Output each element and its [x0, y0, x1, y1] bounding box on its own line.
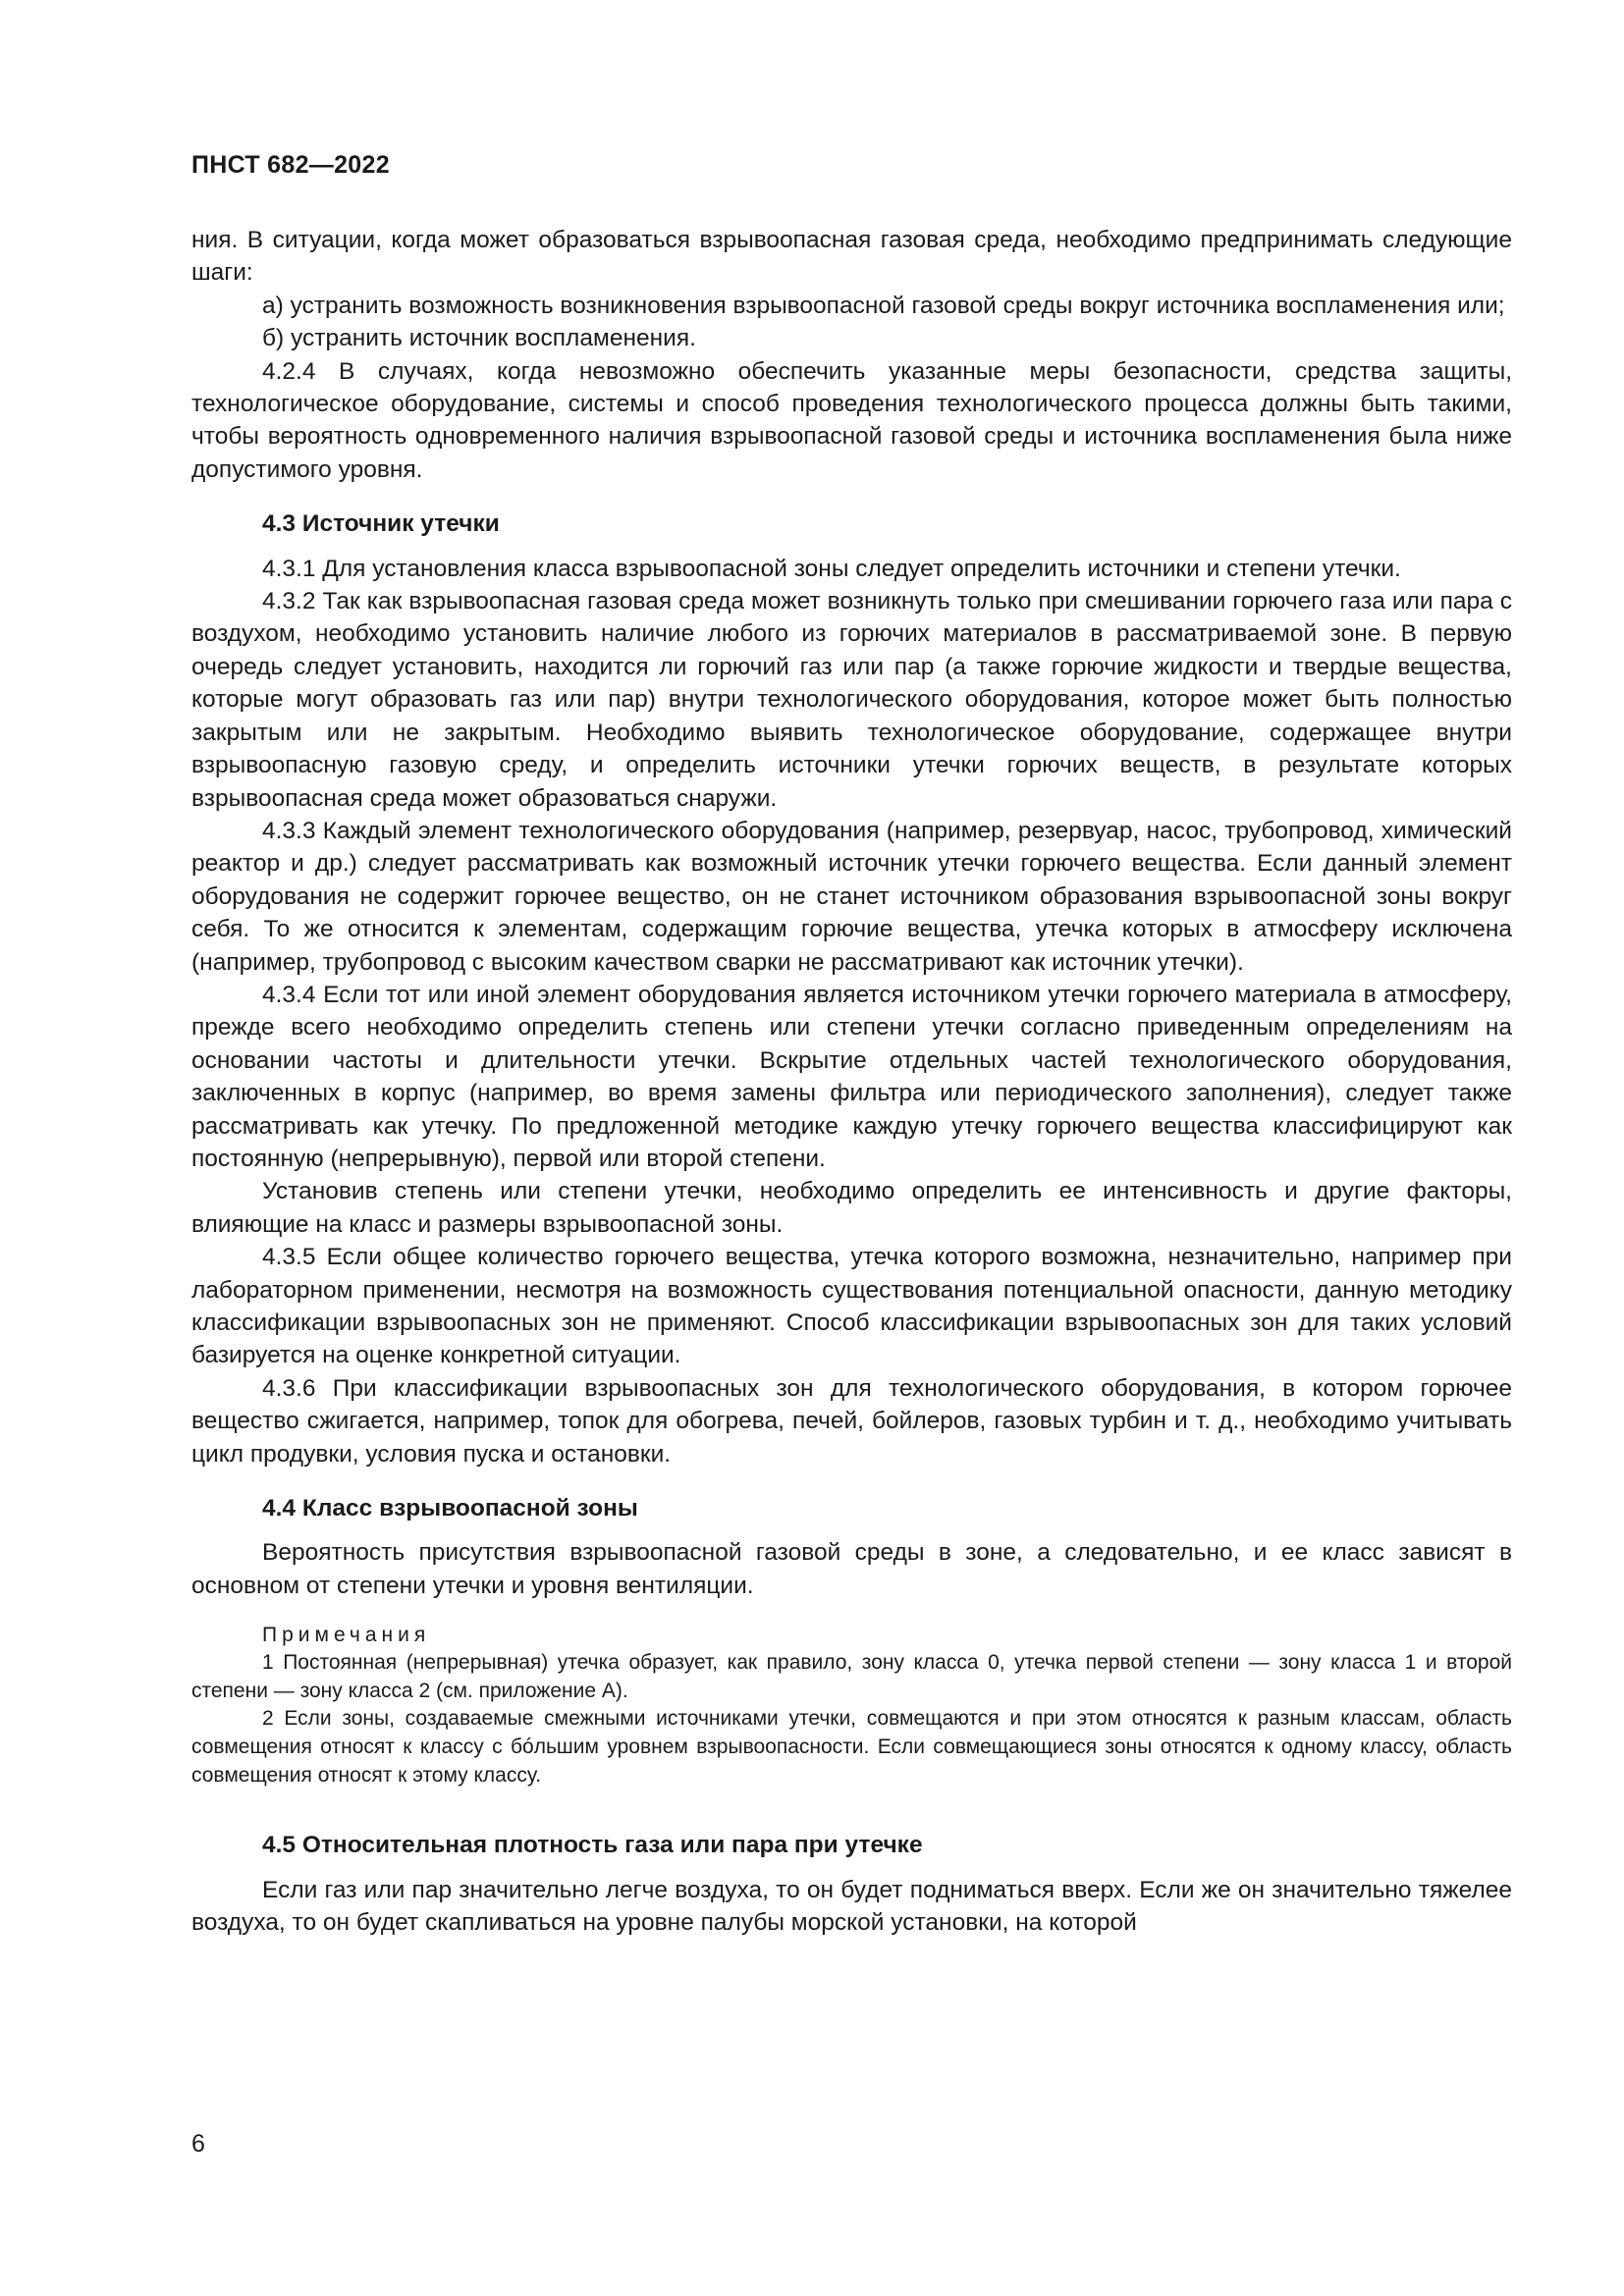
paragraph-4-3-2: 4.3.2 Так как взрывоопасная газовая среда может возникнуть только при смешивании горючего газа или пара с воздухом, необходимо установить наличие любого из горючих материалов в рассматриваемой зоне. В первую очередь следует установить, находится ли горючий газ или пар (а также горючие жидкости и твердые вещества, которые могут образовать газ или пар) внутри технологического оборудования, которое может быть полностью закрытым или не закрытым. Необходимо выявить технологическое оборудование, содержащее внутри взрывоопасную газовую среду, и определить источники утечки горючих веществ, в результате которых взрывоопасная среда может образоваться снаружи.: [191, 588, 1512, 812]
notes-title: Примечания: [262, 1624, 431, 1647]
section-heading-4-4: 4.4 Класс взрывоопасной зоны: [262, 1495, 638, 1522]
page-body: [191, 224, 1512, 1939]
paragraph-4-4: Вероятность присутствия взрывоопасной газовой среды в зоне, а следовательно, и ее класс зависят в основном от степени утечки и уровня вентиляции.: [191, 1539, 1512, 1599]
list-item-b: б) устранить источник воспламенения.: [262, 325, 696, 352]
paragraph-4-3-3: 4.3.3 Каждый элемент технологического оборудования (например, резервуар, насос, трубопровод, химический реактор и др.) следует рассматривать как возможный источник утечки горючего вещества. Если данный элемент оборудования не содержит горючее вещество, он не станет источником образования взрывоопасной зоны вокруг себя. То же относится к элементам, содержащим горючие вещества, утечка которых в атмосферу исключена (например, трубопровод с высоким качеством сварки не рассматривают как источник утечки).: [191, 817, 1512, 976]
paragraph-4-3-4-cont: Установив степень или степени утечки, необходимо определить ее интенсивность и другие факторы, влияющие на класс и размеры взрывоопасной зоны.: [191, 1178, 1512, 1238]
paragraph-4-3-5: 4.3.5 Если общее количество горючего вещества, утечка которого возможна, незначительно, например при лабораторном применении, несмотря на возможность существования потенциальной опасности, данную методику классификации взрывоопасных зон не применяют. Способ классификации взрывоопасных зон для таких условий базируется на оценке конкретной ситуации.: [191, 1244, 1512, 1369]
document-code: ПНСТ 682—2022: [191, 151, 390, 179]
page-number: 6: [191, 2130, 205, 2158]
section-heading-4-5: 4.5 Относительная плотность газа или пара при утечке: [262, 1832, 923, 1859]
paragraph-4-2-4: 4.2.4 В случаях, когда невозможно обеспечить указанные меры безопасности, средства защиты, технологическое оборудование, системы и способ проведения технологического процесса должны быть такими, чтобы вероятность одновременного наличия взрывоопасной газовой среды и источника воспламенения была ниже допустимого уровня.: [191, 357, 1512, 483]
note-1: 1 Постоянная (непрерывная) утечка образует, как правило, зону класса 0, утечка первой степени — зону класса 1 и второй степени — зону класса 2 (см. приложение А).: [191, 1651, 1512, 1702]
paragraph-4-3-6: 4.3.6 При классификации взрывоопасных зон для технологического оборудования, в котором горючее вещество сжигается, например, топок для обогрева, печей, бойлеров, газовых турбин и т. д., необходимо учитывать цикл продувки, условия пуска и остановки.: [191, 1374, 1512, 1468]
paragraph-4-3-4: 4.3.4 Если тот или иной элемент оборудования является источником утечки горючего материала в атмосферу, прежде всего необходимо определить степень или степени утечки согласно приведенным определениям на основании частоты и длительности утечки. Вскрытие отдельных частей технологического оборудования, заключенных в корпус (например, во время замены фильтра или периодического заполнения), следует также рассматривать как утечку. По предложенной методике каждую утечку горючего вещества классифицируют как постоянную (непрерывную), первой или второй степени.: [191, 981, 1512, 1172]
list-item-a: а) устранить возможность возникновения взрывоопасной газовой среды вокруг источника воспламенения или;: [262, 292, 1505, 319]
paragraph-4-5: Если газ или пар значительно легче воздуха, то он будет подниматься вверх. Если же он значительно тяжелее воздуха, то он будет скапливаться на уровне палубы морской установки, на которой: [191, 1876, 1512, 1937]
note-2: 2 Если зоны, создаваемые смежными источниками утечки, совмещаются и при этом относятся к разным классам, область совмещения относят к классу с бóльшим уровнем взрывоопасности. Если совмещающиеся зоны относятся к одному классу, область совмещения относят к этому классу.: [191, 1707, 1512, 1787]
section-heading-4-3: 4.3 Источник утечки: [262, 510, 500, 538]
paragraph: ния. В ситуации, когда может образоваться взрывоопасная газовая среда, необходимо предпринимать следующие шаги:: [191, 227, 1512, 287]
paragraph-4-3-1: 4.3.1 Для установления класса взрывоопасной зоны следует определить источники и степени утечки.: [262, 555, 1401, 582]
